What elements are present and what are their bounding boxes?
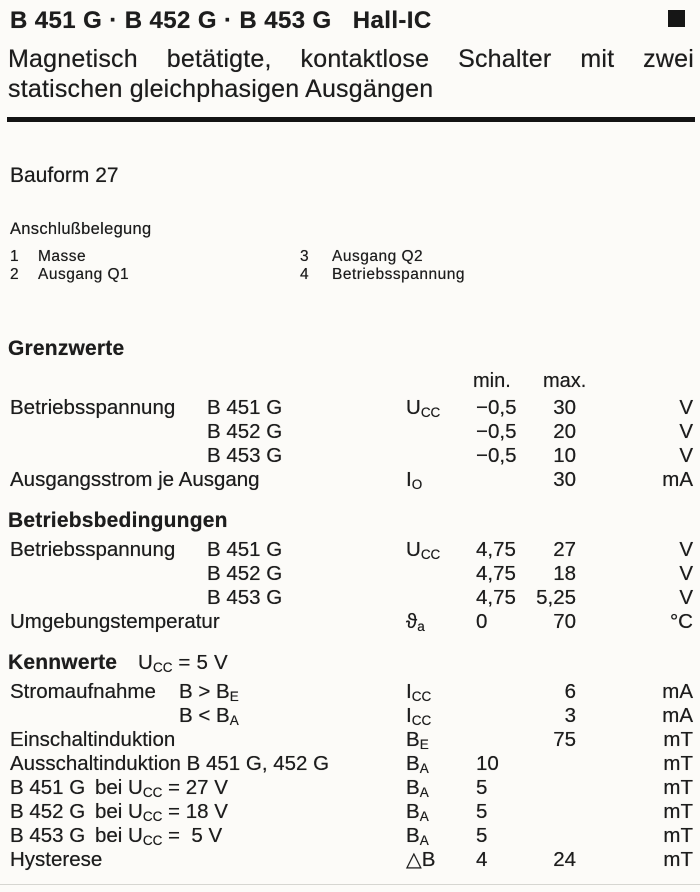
row-min: 0: [476, 610, 488, 633]
pinout-heading: Anschlußbelegung: [10, 220, 152, 238]
row-type: bei UCC = 5 V: [95, 824, 223, 848]
row-max: 6: [564, 680, 576, 703]
row-max: 20: [553, 420, 576, 443]
pin-label: Ausgang Q2: [332, 248, 424, 265]
row-type: B 452 G: [207, 420, 283, 443]
pinout-row: [0, 248, 700, 266]
row-symbol: UCC: [406, 396, 441, 420]
table-row: [0, 396, 700, 420]
row-symbol: BE: [406, 728, 429, 752]
row-type: bei UCC = 27 V: [95, 776, 228, 800]
table-row: [0, 848, 700, 872]
kennwerte-condition: UCC = 5 V: [138, 651, 228, 675]
row-unit: V: [679, 444, 693, 467]
row-max: 30: [553, 396, 576, 419]
row-max: 30: [553, 468, 576, 491]
row-unit: °C: [669, 610, 693, 633]
row-symbol: BA: [406, 752, 429, 776]
row-label: Einschaltinduktion: [10, 728, 176, 751]
row-min: 5: [476, 824, 488, 847]
row-label: Betriebsspannung: [10, 396, 176, 419]
row-min: 5: [476, 800, 488, 823]
page-subtitle-line1: Magnetisch betätigte, kontaktlose Schalter mit zwei: [8, 45, 694, 73]
row-symbol: ϑa: [406, 610, 425, 634]
table-row: [0, 420, 700, 444]
row-type: bei UCC = 18 V: [95, 800, 228, 824]
table-row: [0, 776, 700, 800]
row-symbol: IO: [406, 468, 423, 492]
row-label: B 452 G: [10, 800, 86, 823]
pin-label: Ausgang Q1: [38, 266, 130, 283]
row-label: Betriebsspannung: [10, 538, 176, 561]
row-min: −0,5: [476, 420, 517, 443]
row-unit: V: [679, 586, 693, 609]
header-divider: [7, 117, 695, 122]
row-label: Ausschaltinduktion B 451 G, 452 G: [10, 752, 330, 775]
row-max: 75: [553, 728, 576, 751]
bauform-label: Bauform 27: [10, 164, 119, 187]
row-min: 4,75: [476, 562, 516, 585]
row-unit: V: [679, 538, 693, 561]
row-max: 18: [553, 562, 576, 585]
column-header-max: max.: [543, 370, 587, 392]
row-label: Umgebungstemperatur: [10, 610, 220, 633]
row-label: B 453 G: [10, 824, 86, 847]
section-heading-grenzwerte: Grenzwerte: [8, 337, 125, 360]
pin-number: 4: [300, 266, 310, 283]
row-type: B > BE: [179, 680, 239, 704]
row-max: 3: [564, 704, 576, 727]
row-unit: mT: [663, 776, 693, 799]
row-unit: V: [679, 396, 693, 419]
row-unit: mT: [663, 824, 693, 847]
page-title: B 451 G · B 452 G · B 453 G Hall-IC: [10, 7, 432, 34]
row-min: 4,75: [476, 538, 516, 561]
row-max: 10: [553, 444, 576, 467]
row-unit: mT: [663, 752, 693, 775]
row-unit: V: [679, 420, 693, 443]
column-header-min: min.: [473, 370, 511, 392]
row-unit: mT: [663, 728, 693, 751]
row-unit: mA: [662, 680, 693, 703]
pin-number: 3: [300, 248, 310, 265]
row-unit: mA: [662, 468, 693, 491]
table-row: [0, 824, 700, 848]
row-symbol: △B: [406, 848, 436, 871]
row-max: 70: [553, 610, 576, 633]
row-type: B 453 G: [207, 444, 283, 467]
row-symbol: BA: [406, 800, 429, 824]
row-label: B 451 G: [10, 776, 86, 799]
pin-label: Masse: [38, 248, 87, 265]
row-min: 10: [476, 752, 499, 775]
kennwerte-title: Kennwerte: [8, 651, 118, 674]
table-row: [0, 800, 700, 824]
row-unit: mT: [663, 848, 693, 871]
pinout-row: [0, 266, 700, 284]
row-max: 27: [553, 538, 576, 561]
row-unit: V: [679, 562, 693, 585]
table-row: [0, 586, 700, 610]
filled-square-icon: [668, 10, 685, 27]
row-min: 4,75: [476, 586, 516, 609]
bottom-divider: [0, 884, 700, 885]
row-max: 24: [553, 848, 576, 871]
column-header-row: [0, 369, 700, 393]
row-max: 5,25: [536, 586, 576, 609]
row-type: B < BA: [179, 704, 239, 728]
section-heading-betriebsbedingungen: Betriebsbedingungen: [8, 509, 228, 532]
row-min: −0,5: [476, 444, 517, 467]
row-symbol: UCC: [406, 538, 441, 562]
row-min: 4: [476, 848, 488, 871]
table-row: [0, 704, 700, 728]
table-row: [0, 680, 700, 704]
row-label: Ausgangsstrom je Ausgang: [10, 468, 260, 491]
row-type: B 451 G: [207, 396, 283, 419]
page-subtitle-line2: statischen gleichphasigen Ausgängen: [8, 75, 434, 103]
row-type: B 452 G: [207, 562, 283, 585]
row-label: Stromaufnahme: [10, 680, 156, 703]
row-symbol: ICC: [406, 680, 432, 704]
row-unit: mA: [662, 704, 693, 727]
row-type: B 453 G: [207, 586, 283, 609]
row-symbol: ICC: [406, 704, 432, 728]
section-heading-kennwerte: [8, 651, 698, 675]
table-row: [0, 610, 700, 634]
pin-number: 1: [10, 248, 20, 265]
table-row: [0, 444, 700, 468]
pin-number: 2: [10, 266, 20, 283]
table-row: [0, 562, 700, 586]
row-min: −0,5: [476, 396, 517, 419]
table-row: [0, 752, 700, 776]
table-row: [0, 728, 700, 752]
row-unit: mT: [663, 800, 693, 823]
table-row: [0, 538, 700, 562]
row-min: 5: [476, 776, 488, 799]
row-type: B 451 G: [207, 538, 283, 561]
row-label: Hysterese: [10, 848, 103, 871]
table-row: [0, 468, 700, 492]
pin-label: Betriebsspannung: [332, 266, 465, 283]
row-symbol: BA: [406, 776, 429, 800]
row-symbol: BA: [406, 824, 429, 848]
